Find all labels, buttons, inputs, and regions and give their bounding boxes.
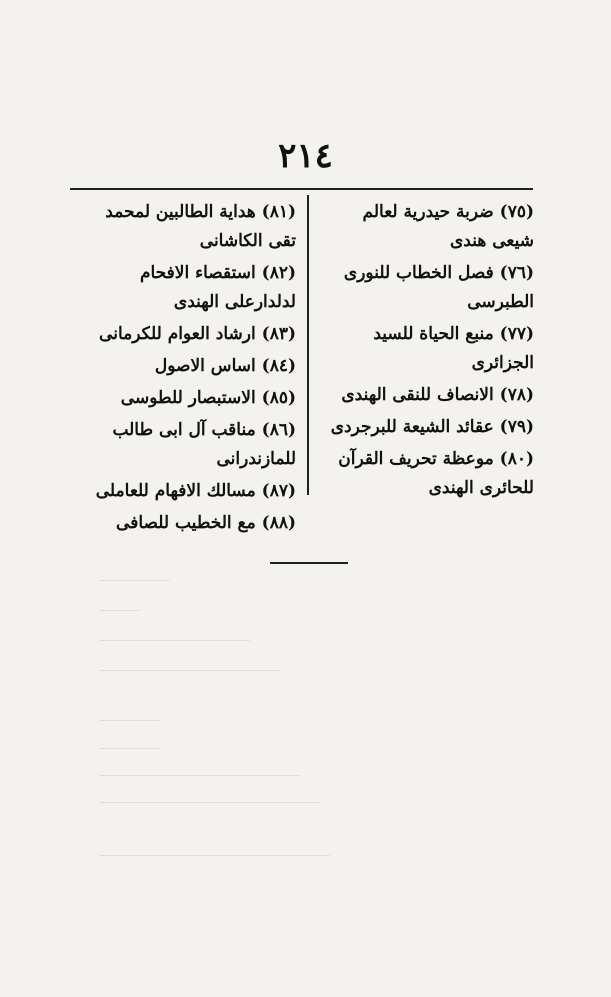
bleed-through-area [100, 570, 530, 900]
bleed-through-mark [100, 720, 160, 729]
bleed-through-mark [100, 748, 160, 757]
entry-text: عقائد الشيعة للبرجردى [330, 417, 494, 437]
list-item [322, 259, 534, 317]
entry-text: موعظة تحريف القرآن للحائرى الهندى [338, 449, 534, 498]
entry-number: (٧٦) [499, 263, 534, 283]
list-item [322, 413, 534, 442]
list-item [322, 445, 534, 503]
entry-text: الانصاف للنقى الهندى [341, 385, 494, 405]
bleed-through-mark [100, 670, 280, 679]
column-divider [307, 195, 309, 495]
entry-text: مع الخطيب للصافى [116, 513, 256, 533]
list-item [76, 509, 296, 538]
entry-text: مسالك الافهام للعاملى [95, 481, 256, 501]
list-item [76, 198, 296, 256]
entry-number: (٨٨) [261, 513, 296, 533]
list-item [76, 320, 296, 349]
entry-number: (٨٥) [261, 388, 296, 408]
entry-number: (٨٤) [261, 356, 296, 376]
list-item [322, 320, 534, 378]
entry-text: منبع الحياة للسيد الجزائرى [373, 324, 534, 373]
right-column [322, 198, 534, 506]
entry-number: (٨٦) [261, 420, 296, 440]
page-number: ٢١٤ [278, 136, 333, 176]
top-rule [70, 188, 533, 190]
entry-number: (٧٨) [499, 385, 534, 405]
bleed-through-mark [100, 580, 170, 589]
entry-number: (٨٣) [261, 324, 296, 344]
entry-number: (٧٩) [499, 417, 534, 437]
list-item [322, 198, 534, 256]
entry-text: فصل الخطاب للنورى الطبرسى [343, 263, 534, 312]
bleed-through-mark [100, 855, 330, 864]
entry-number: (٨٢) [261, 263, 296, 283]
bleed-through-mark [100, 610, 140, 619]
entry-number: (٧٥) [499, 202, 534, 222]
bleed-through-mark [100, 640, 250, 649]
entry-number: (٨١) [261, 202, 296, 222]
list-item [76, 352, 296, 381]
bleed-through-mark [100, 775, 300, 784]
list-item [76, 477, 296, 506]
list-item [322, 381, 534, 410]
entry-text: اساس الاصول [154, 356, 256, 376]
list-item [76, 259, 296, 317]
entry-number: (٨٧) [261, 481, 296, 501]
section-rule [270, 562, 348, 564]
entry-text: ارشاد العوام للكرمانى [99, 324, 256, 344]
bleed-through-mark [100, 802, 320, 811]
entry-text: استقصاء الافحام لدلدارعلى الهندى [139, 263, 296, 312]
entry-number: (٧٧) [499, 324, 534, 344]
entry-text: الاستبصار للطوسى [120, 388, 256, 408]
entry-text: ضربة حيدرية لعالم شيعى هندى [362, 202, 534, 251]
entry-text: مناقب آل ابى طالب للمازندرانى [112, 420, 296, 469]
entry-number: (٨٠) [499, 449, 534, 469]
list-item [76, 384, 296, 413]
left-column [76, 198, 296, 541]
list-item [76, 416, 296, 474]
entry-text: هداية الطالبين لمحمد تقى الكاشانى [105, 202, 296, 251]
